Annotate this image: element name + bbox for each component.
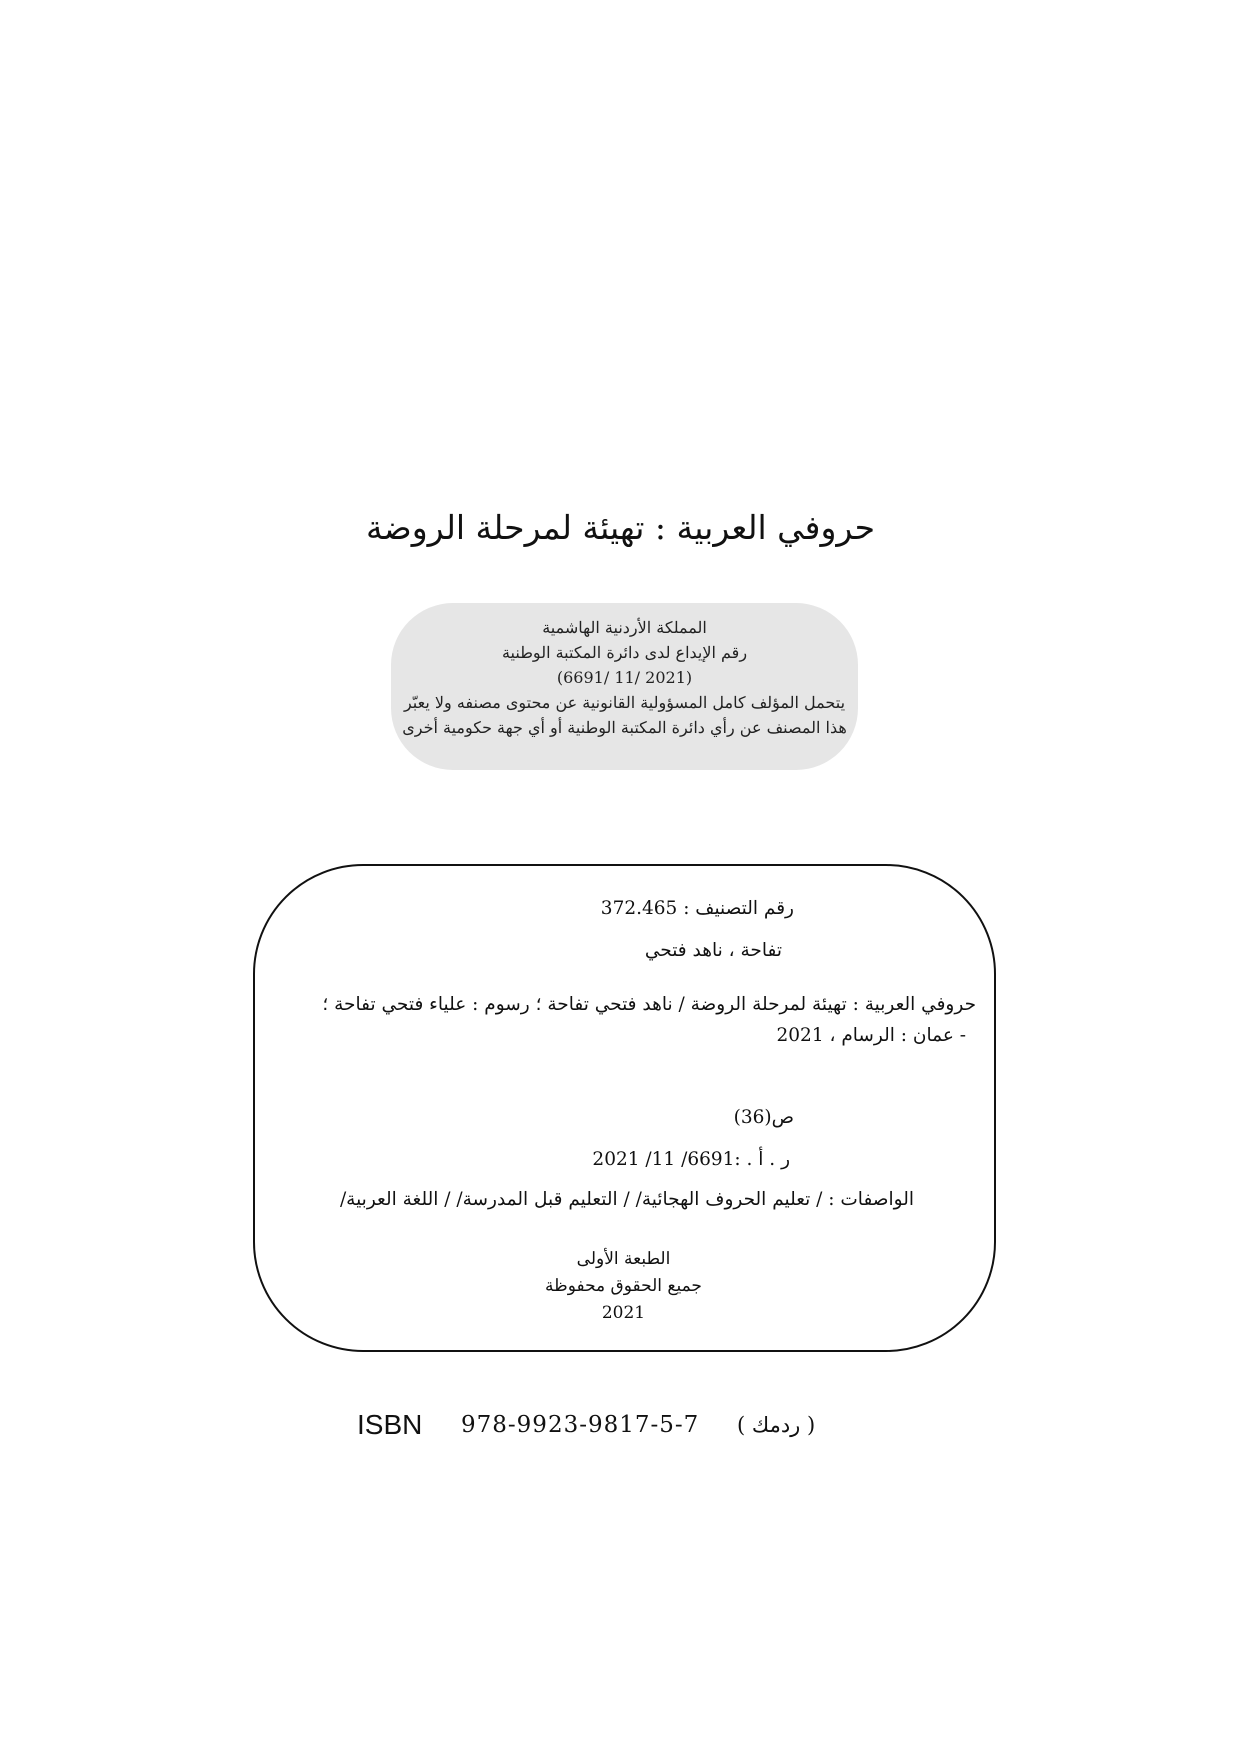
page-count: ص(36) — [733, 1107, 794, 1128]
country-name: المملكة الأردنية الهاشمية — [542, 618, 707, 637]
isbn-number: 978-9923-9817-5-7 — [461, 1412, 700, 1438]
isbn-row — [357, 1405, 837, 1445]
isbn-arabic-label: ( ردمك ) — [737, 1413, 816, 1437]
deposit-number: (2021 /11 /6691) — [556, 668, 693, 687]
deposit-label: رقم الإيداع لدى دائرة المكتبة الوطنية — [501, 643, 748, 662]
descriptors: الواصفات : / تعليم الحروف الهجائية/ / التعليم قبل المدرسة/ / اللغة العربية/ — [339, 1189, 914, 1210]
description-line-2: - عمان : الرسام ، 2021 — [776, 1025, 966, 1046]
author-name: تفاحة ، ناهد فتحي — [644, 940, 782, 961]
isbn-label: ISBN — [357, 1409, 423, 1440]
rights-reserved: جميع الحقوق محفوظة — [545, 1276, 702, 1296]
cataloging-record-box — [253, 864, 996, 1352]
disclaimer-line-1: يتحمل المؤلف كامل المسؤولية القانونية عن محتوى مصنفه ولا يعبّر — [403, 693, 846, 712]
classification-number: رقم التصنيف : 372.465 — [600, 898, 794, 919]
deposit-reference: ر . أ . :6691/ 11/ 2021 — [592, 1149, 790, 1170]
edition: الطبعة الأولى — [576, 1249, 671, 1269]
book-title: حروفي العربية : تهيئة لمرحلة الروضة — [365, 508, 876, 547]
publication-year: 2021 — [601, 1303, 646, 1323]
description-line-1: حروفي العربية : تهيئة لمرحلة الروضة / ناهد فتحي تفاحة ؛ رسوم : علياء فتحي تفاحة ؛ — [322, 994, 976, 1015]
legal-deposit-box — [391, 603, 858, 770]
disclaimer-line-2: هذا المصنف عن رأي دائرة المكتبة الوطنية أو أي جهة حكومية أخرى — [402, 718, 847, 737]
